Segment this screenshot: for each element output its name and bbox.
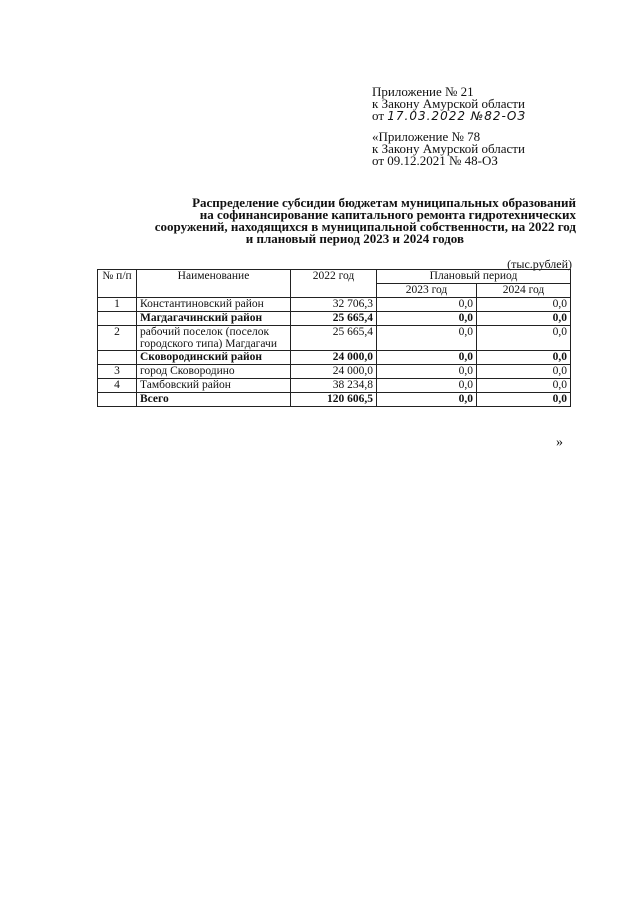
table-row xyxy=(98,365,571,379)
table-row xyxy=(98,351,571,365)
title-line: на софинансирование капитального ремонта гидротехнических xyxy=(199,207,576,222)
row-2022: 25 665,4 xyxy=(291,312,377,326)
subsidy-table xyxy=(97,269,571,407)
row-name: Магдагачинский район xyxy=(137,312,291,326)
header-2023: 2023 год xyxy=(377,284,477,298)
row-name: Всего xyxy=(137,393,291,407)
row-2022: 38 234,8 xyxy=(291,379,377,393)
row-2022: 120 606,5 xyxy=(291,393,377,407)
row-2024: 0,0 xyxy=(477,298,571,312)
table-row xyxy=(98,379,571,393)
table-row xyxy=(98,312,571,326)
original-appendix-law: к Закону Амурской области xyxy=(372,141,525,156)
header-num: № п/п xyxy=(98,270,137,298)
document-title xyxy=(96,197,576,245)
row-2024: 0,0 xyxy=(477,312,571,326)
row-2022: 32 706,3 xyxy=(291,298,377,312)
row-name: город Сковородино xyxy=(137,365,291,379)
title-line: и плановый период 2023 и 2024 годов xyxy=(245,231,464,246)
row-name: рабочий поселок (поселок городского типа) Магдагачи xyxy=(137,326,291,351)
row-2024: 0,0 xyxy=(477,379,571,393)
row-name: Сковородинский район xyxy=(137,351,291,365)
title-line: Распределение субсидии бюджетам муниципальных образований xyxy=(192,195,576,210)
row-num: 1 xyxy=(98,298,137,312)
appendix-date: от 17.03.2022 №82-ОЗ xyxy=(372,108,527,123)
row-2024: 0,0 xyxy=(477,365,571,379)
row-2023: 0,0 xyxy=(377,298,477,312)
original-appendix-date: от 09.12.2021 № 48-ОЗ xyxy=(372,153,498,168)
table-row xyxy=(98,298,571,312)
row-num xyxy=(98,312,137,326)
row-num xyxy=(98,351,137,365)
header-plan: Плановый период xyxy=(377,270,571,284)
row-2023: 0,0 xyxy=(377,379,477,393)
row-2024: 0,0 xyxy=(477,393,571,407)
header-2024: 2024 год xyxy=(477,284,571,298)
row-2024: 0,0 xyxy=(477,326,571,351)
row-2022: 24 000,0 xyxy=(291,351,377,365)
original-appendix-header xyxy=(372,131,525,167)
handwritten-date: 17.03.2022 №82-ОЗ xyxy=(387,109,527,123)
original-appendix-number: «Приложение № 78 xyxy=(372,129,481,144)
row-2024: 0,0 xyxy=(477,351,571,365)
table-body xyxy=(98,270,571,407)
row-num: 3 xyxy=(98,365,137,379)
header-name: Наименование xyxy=(137,270,291,298)
closing-quote: » xyxy=(556,435,563,450)
row-num xyxy=(98,393,137,407)
row-2023: 0,0 xyxy=(377,351,477,365)
row-2022: 24 000,0 xyxy=(291,365,377,379)
row-2023: 0,0 xyxy=(377,312,477,326)
table-row xyxy=(98,393,571,407)
title-line: сооружений, находящихся в муниципальной собственности, на 2022 год xyxy=(154,219,576,234)
header-2022: 2022 год xyxy=(291,270,377,298)
table-row xyxy=(98,326,571,351)
row-2022: 25 665,4 xyxy=(291,326,377,351)
row-2023: 0,0 xyxy=(377,393,477,407)
row-name: Тамбовский район xyxy=(137,379,291,393)
appendix-law: к Закону Амурской области xyxy=(372,96,525,111)
appendix-number: Приложение № 21 xyxy=(372,84,474,99)
row-num: 2 xyxy=(98,326,137,351)
table-header-row xyxy=(98,270,571,284)
row-name: Константиновский район xyxy=(137,298,291,312)
row-num: 4 xyxy=(98,379,137,393)
unit-label: (тыс.рублей) xyxy=(507,257,572,271)
row-2023: 0,0 xyxy=(377,365,477,379)
row-2023: 0,0 xyxy=(377,326,477,351)
appendix-header xyxy=(372,86,526,122)
